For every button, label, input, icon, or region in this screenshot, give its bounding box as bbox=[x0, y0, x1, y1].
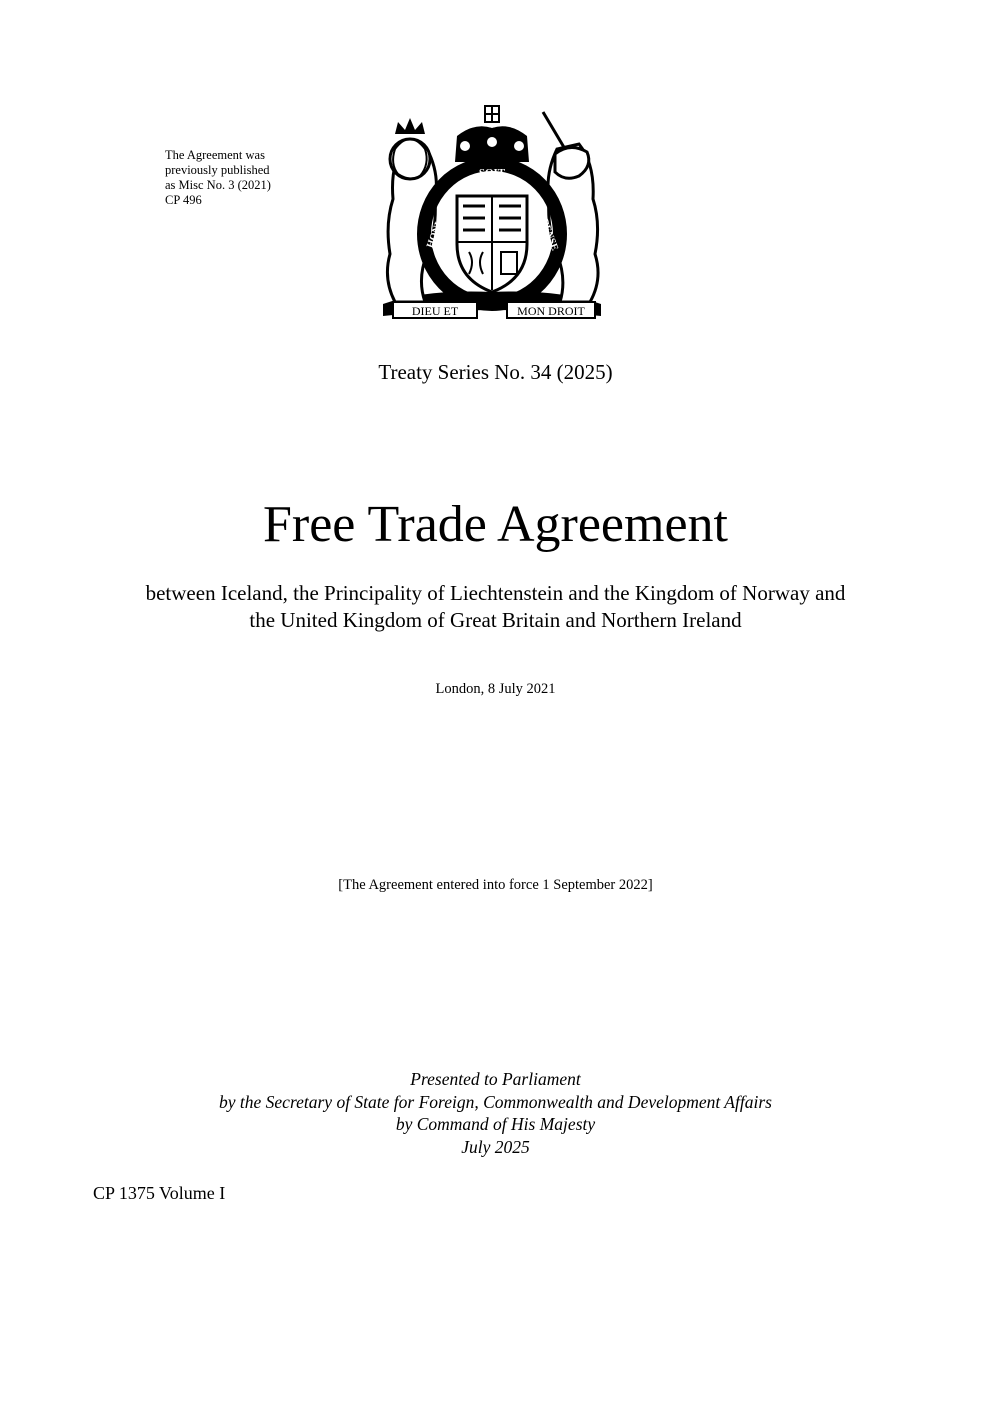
presentation-date: July 2025 bbox=[461, 1136, 530, 1157]
garter-left: HONI bbox=[424, 220, 445, 250]
presentation-line: by the Secretary of State for Foreign, Commonwealth and Development Affairs bbox=[219, 1091, 772, 1112]
subtitle-line: the United Kingdom of Great Britain and Northern Ireland bbox=[249, 608, 742, 632]
note-line: The Agreement was bbox=[165, 148, 265, 162]
document-subtitle bbox=[60, 580, 931, 634]
previous-publication-note bbox=[165, 148, 315, 208]
command-paper-number: CP 1375 Volume I bbox=[93, 1183, 226, 1203]
royal-coat-of-arms-icon bbox=[365, 104, 619, 330]
presentation-statement bbox=[0, 1068, 991, 1158]
document-title: Free Trade Agreement bbox=[262, 496, 728, 553]
motto-left: DIEU ET bbox=[411, 304, 459, 318]
entry-into-force-note: [The Agreement entered into force 1 September 2022] bbox=[338, 877, 653, 893]
presentation-line: Presented to Parliament bbox=[410, 1069, 581, 1089]
subtitle-line: between Iceland, the Principality of Liechtenstein and the Kingdom of Norway and bbox=[145, 581, 846, 605]
garter-top: SOIT bbox=[478, 167, 506, 179]
garter-right: PENSE bbox=[538, 218, 561, 253]
treaty-series-number: Treaty Series No. 34 (2025) bbox=[378, 360, 613, 384]
place-and-date: London, 8 July 2021 bbox=[435, 681, 556, 697]
motto-right: MON DROIT bbox=[517, 304, 585, 318]
presentation-line: by Command of His Majesty bbox=[395, 1114, 596, 1134]
note-line: as Misc No. 3 (2021) bbox=[165, 178, 271, 192]
note-line: CP 496 bbox=[165, 193, 202, 207]
note-line: previously published bbox=[165, 163, 270, 177]
